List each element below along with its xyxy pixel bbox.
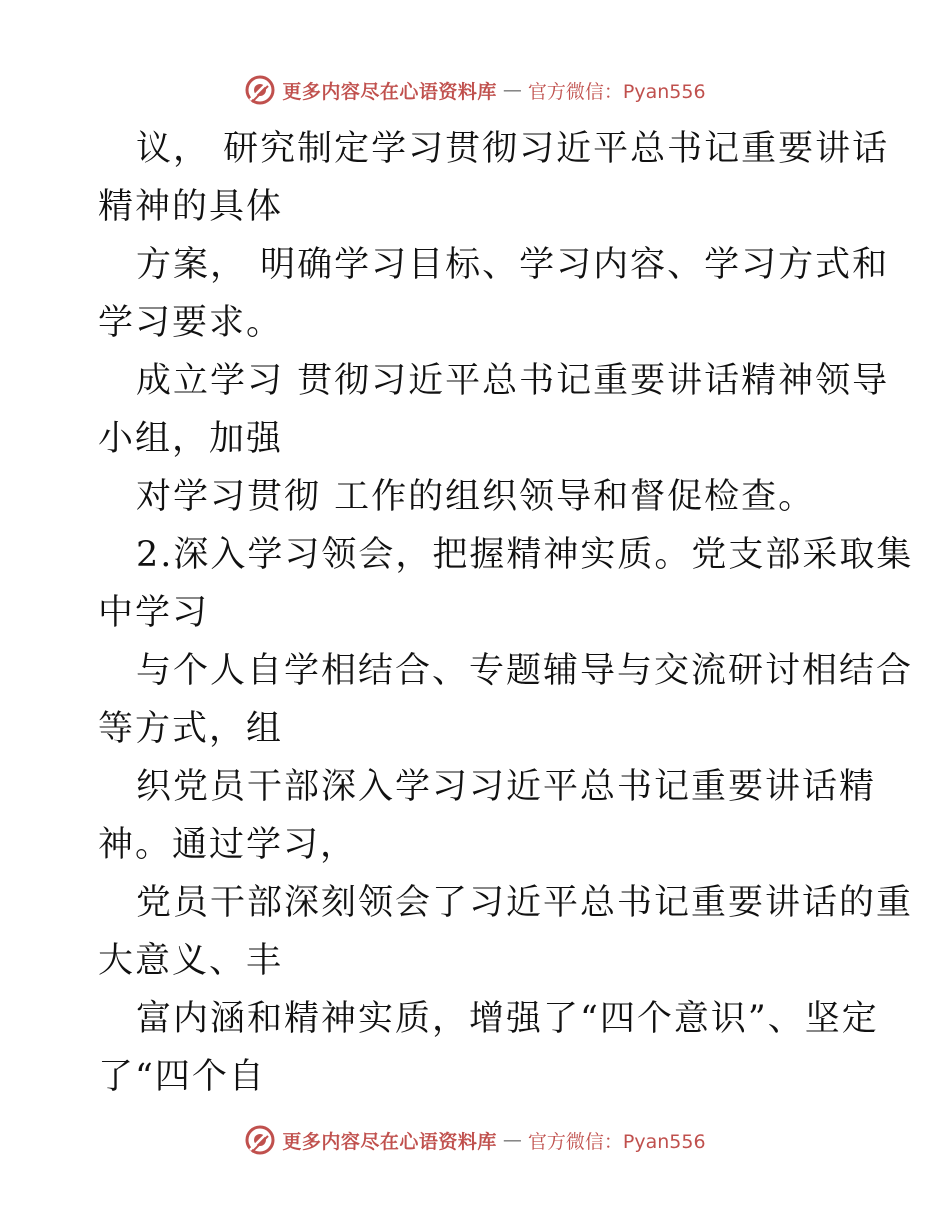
header-watermark	[0, 70, 950, 110]
body-line: 与个人自学相结合、专题辅导与交流研讨相结合	[136, 651, 914, 691]
body-line: 神。通过学习，	[98, 825, 358, 865]
brand-logo-icon	[244, 74, 276, 106]
watermark-contact-text: 官方微信：Pyan556	[527, 80, 706, 103]
watermark-separator: —	[502, 79, 522, 101]
brand-logo-icon	[244, 1124, 276, 1156]
body-line: 富内涵和精神实质，增强了“四个意识”、坚定	[136, 999, 879, 1039]
body-line: 成立学习 贯彻习近平总书记重要讲话精神领导	[136, 361, 890, 401]
body-line: 织党员干部深入学习习近平总书记重要讲话精	[136, 767, 877, 807]
watermark-brand-text: 更多内容尽在心语资料库	[282, 80, 497, 103]
body-line: 小组，加强	[98, 419, 284, 459]
body-line: 2.深入学习领会，把握精神实质。党支部采取集	[136, 535, 914, 575]
watermark-contact-text: 官方微信：Pyan556	[527, 1130, 706, 1153]
body-line: 了“四个自	[98, 1057, 266, 1097]
body-line: 等方式，组	[98, 709, 284, 749]
body-line: 对学习贯彻 工作的组织领导和督促检查。	[136, 477, 816, 517]
body-line: 议， 研究制定学习贯彻习近平总书记重要讲话	[136, 129, 890, 169]
body-line: 党员干部深刻领会了习近平总书记重要讲话的重	[136, 883, 914, 923]
watermark-separator: —	[502, 1129, 522, 1151]
footer-watermark	[0, 1120, 950, 1160]
body-line: 大意义、丰	[98, 941, 284, 981]
body-line: 精神的具体	[98, 187, 284, 227]
body-line: 中学习	[98, 593, 210, 633]
body-line: 学习要求。	[98, 303, 284, 343]
watermark-brand-text: 更多内容尽在心语资料库	[282, 1130, 497, 1153]
body-line: 方案， 明确学习目标、学习内容、学习方式和	[136, 245, 890, 285]
document-body	[98, 120, 914, 1106]
